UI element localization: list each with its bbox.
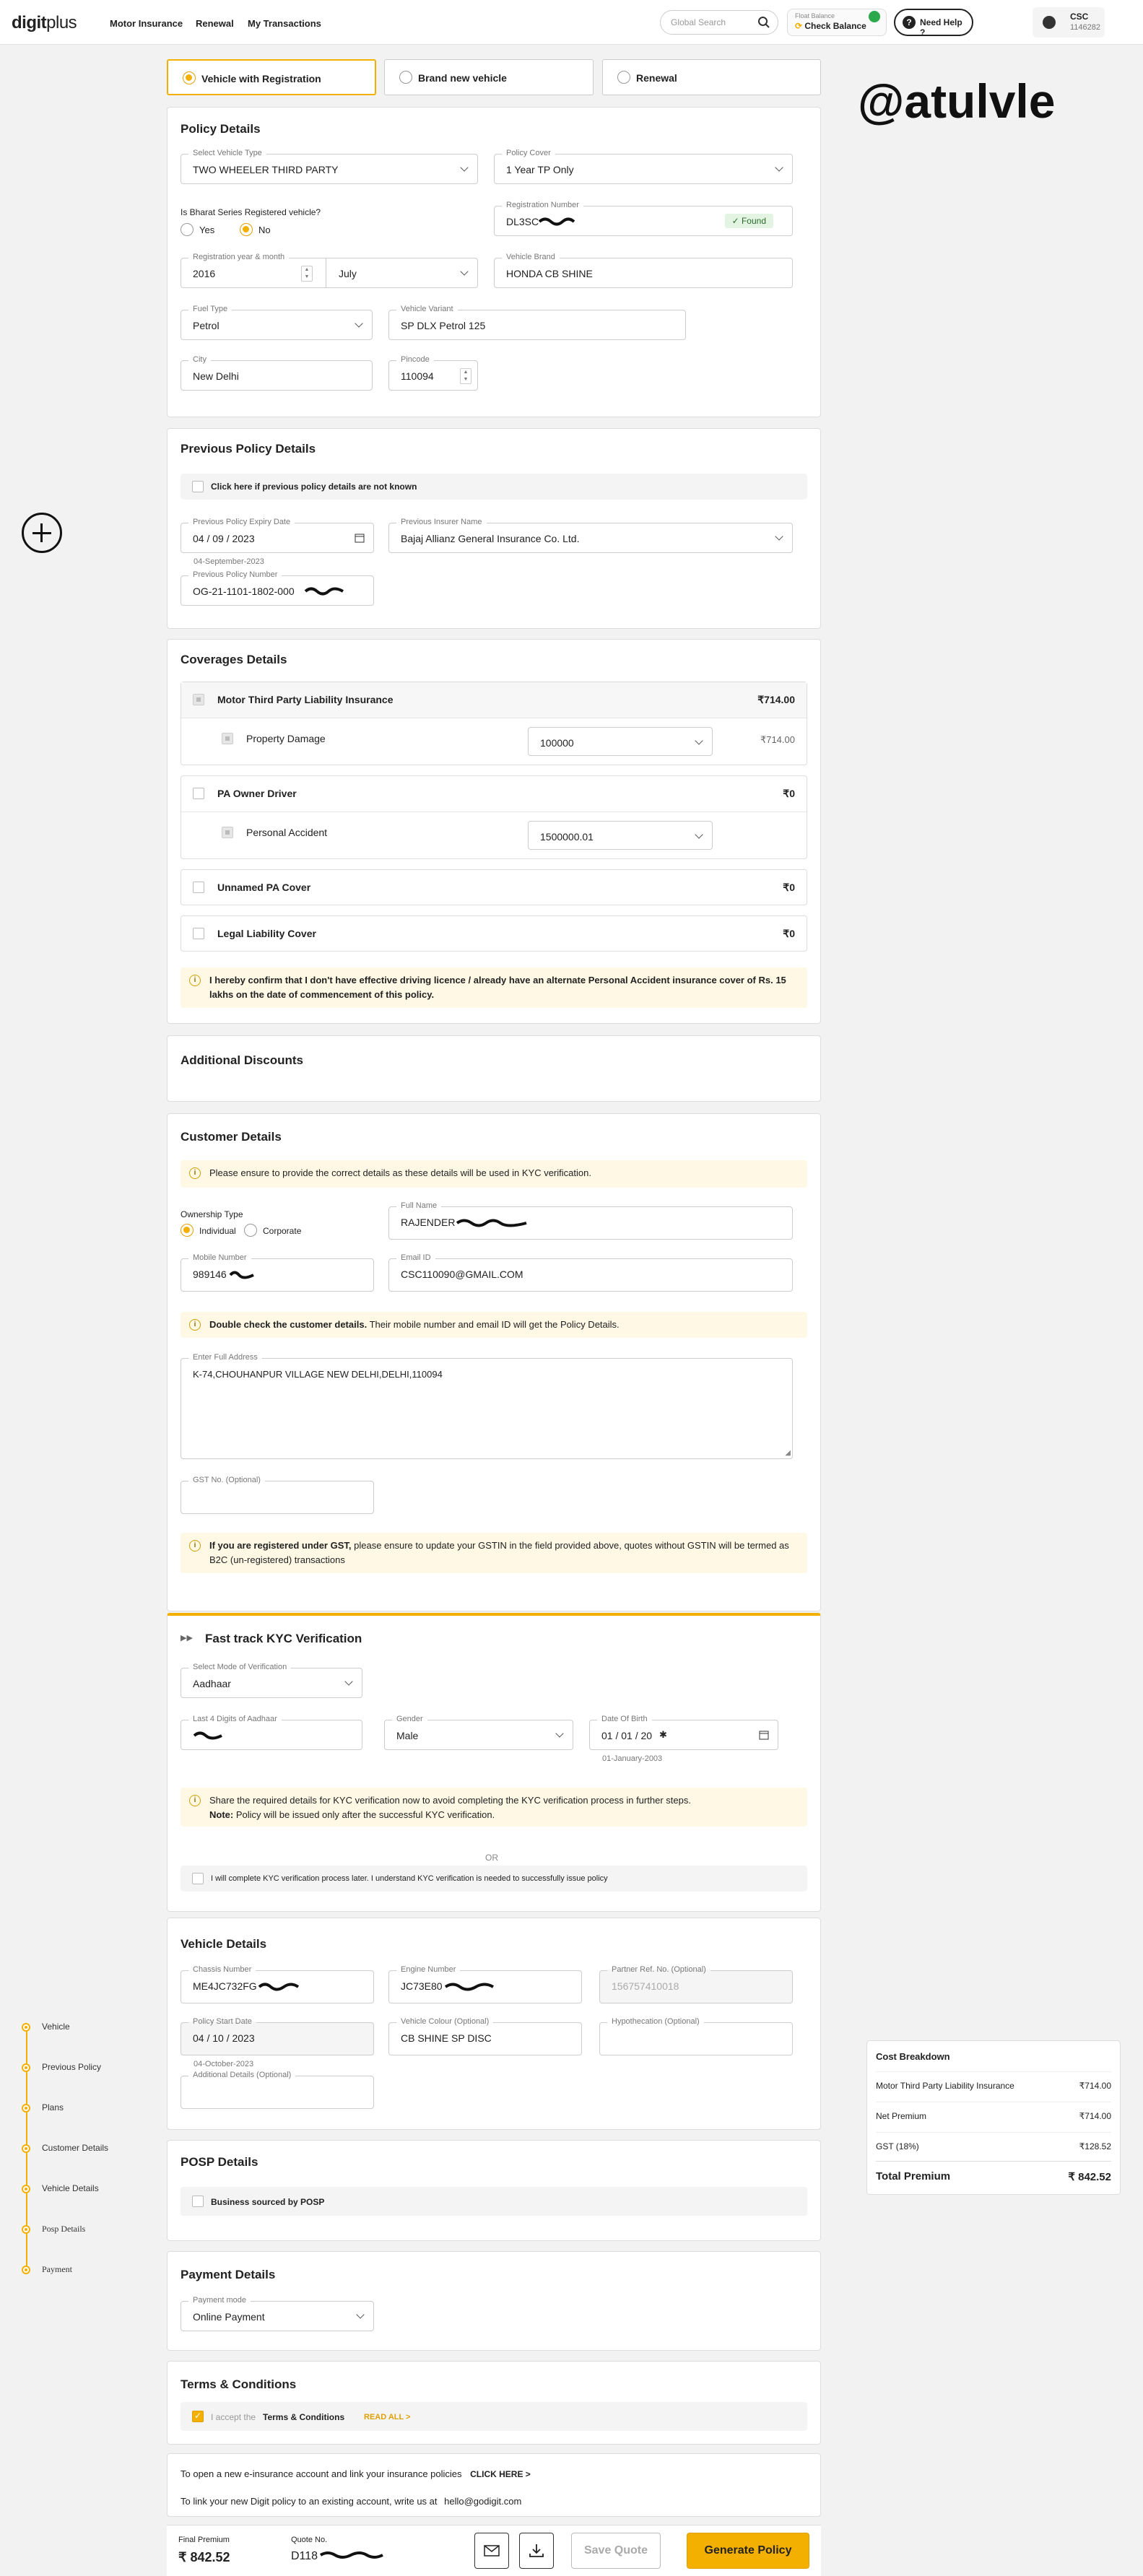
chevron-down-icon (460, 163, 468, 171)
prev-expiry-date-field[interactable]: Previous Policy Expiry Date 04 / 09 / 2023 (181, 523, 374, 553)
kyc-card (167, 1613, 821, 1912)
payment-mode-select[interactable]: Payment mode Online Payment (181, 2301, 374, 2331)
policy-details-card: Policy Details Select Vehicle Type TWO WHEELER THIRD PARTY Policy Cover 1 Year TP Only Is Bharat Series Registered vehicle? Yes No Registration Number DL3SC ✓ Found Registration year & month 2016 ▲ ▼ July Vehicle Brand HONDA CB SHINE Fuel Type Petrol Vehicle Variant SP DLX Petrol 125 City New Delhi Pincode 110094 ▲ ▼ (167, 107, 821, 417)
terms-link[interactable]: Terms & Conditions (263, 2412, 345, 2422)
cost-row: Net Premium ₹714.00 (876, 2102, 1111, 2131)
gst-note: i If you are registered under GST, please ensure to update your GSTIN in the field provided above, quotes without GSTIN will be termed as B2C (un-registered) transactions (181, 1533, 807, 1573)
coverage-sub-row: Property Damage 100000 ₹714.00 (210, 718, 807, 765)
chevron-down-icon (356, 2310, 364, 2318)
download-icon (529, 2544, 544, 2558)
top-bar (0, 0, 1143, 45)
generate-policy-button[interactable]: Generate Policy (687, 2533, 809, 2569)
support-email-link[interactable]: hello@godigit.com (444, 2496, 522, 2507)
step-dot-icon (22, 2225, 30, 2234)
user-icon (1043, 16, 1056, 29)
cost-row: Motor Third Party Liability Insurance ₹714.00 (876, 2071, 1111, 2100)
quote-number-value: D118 (291, 2550, 384, 2563)
open-account-text: To open a new e-insurance account and link your insurance policies CLICK HERE > (181, 2468, 531, 2479)
policy-start-date-field: Policy Start Date 04 / 10 / 2023 (181, 2022, 374, 2055)
info-icon: i (189, 1795, 201, 1806)
info-icon: i (189, 1540, 201, 1552)
mobile-number-field[interactable]: Mobile Number 989146 (181, 1258, 374, 1292)
coverage-checkbox (193, 694, 204, 705)
address-textarea[interactable]: Enter Full Address K-74,CHOUHANPUR VILLAGE NEW DELHI,DELHI,110094 ◢ (181, 1358, 793, 1459)
check-balance-button[interactable]: Float Balance ⟳ Check Balance (787, 9, 887, 36)
double-check-note: i Double check the customer details. Their mobile number and email ID will get the Policy Details. (181, 1312, 807, 1338)
chevron-down-icon (775, 163, 783, 171)
footer-bar (167, 2525, 821, 2576)
unnamed-pa-checkbox[interactable] (193, 882, 204, 893)
watermark: @atulvle (858, 74, 1056, 128)
download-quote-button[interactable] (519, 2533, 554, 2569)
coverage-checkbox (222, 733, 233, 744)
save-quote-button[interactable]: Save Quote (571, 2533, 661, 2569)
chevron-down-icon (460, 267, 468, 275)
email-quote-button[interactable] (474, 2533, 509, 2569)
personal-accident-select[interactable]: 1500000.01 (528, 821, 713, 850)
refresh-icon: ⟳ (795, 21, 805, 31)
info-icon: i (189, 1319, 201, 1331)
vehicle-type-select[interactable]: Select Vehicle Type TWO WHEELER THIRD PARTY (181, 154, 478, 184)
vehicle-variant-field[interactable]: Vehicle Variant SP DLX Petrol 125 (388, 310, 686, 340)
link-policy-text: To link your new Digit policy to an existing account, write us at hello@godigit.com (181, 2496, 522, 2507)
engine-number-field[interactable]: Engine Number JC73E80 (388, 1970, 582, 2003)
tp-coverage-box (181, 682, 807, 765)
resize-handle-icon[interactable]: ◢ (785, 1449, 791, 1457)
redaction-scribble: ✱ (659, 1729, 667, 1740)
chevron-down-icon (344, 1677, 352, 1685)
calendar-icon[interactable] (355, 533, 365, 543)
total-premium-row: Total Premium ₹ 842.52 (876, 2161, 1111, 2190)
nav-motor-insurance[interactable]: Motor Insurance (110, 18, 183, 29)
tab-brand-new-vehicle[interactable]: Brand new vehicle (384, 59, 594, 95)
chevron-down-icon (555, 1729, 563, 1737)
chevron-down-icon (775, 532, 783, 540)
coverage-row: Motor Third Party Liability Insurance ₹714.00 (181, 682, 807, 718)
posp-card (167, 2140, 821, 2241)
redaction-scribble (229, 1270, 255, 1280)
stepper-icon[interactable]: ▲ ▼ (460, 368, 471, 384)
section-title: Customer Details (181, 1130, 282, 1144)
kyc-later-row[interactable]: I will complete KYC verification process later. I understand KYC verification is needed to successfully issue policy (181, 1866, 807, 1892)
kyc-share-note: i Share the required details for KYC verification now to avoid completing the KYC verification process in further steps. Note: Policy will be issued only after the successful KYC verification. (181, 1788, 807, 1827)
step-dot-icon (22, 2185, 30, 2193)
corporate-radio[interactable] (244, 1224, 257, 1237)
section-title: Policy Details (181, 122, 261, 136)
step-dot-icon (22, 2023, 30, 2032)
click-here-link[interactable]: CLICK HERE > (470, 2469, 531, 2479)
posp-checkbox[interactable] (192, 2196, 204, 2207)
add-circle-icon[interactable] (22, 513, 62, 553)
start-date-hint: 04-October-2023 (194, 2060, 254, 2068)
radio-icon (399, 71, 412, 84)
tab-vehicle-with-registration[interactable]: Vehicle with Registration (167, 59, 376, 95)
read-all-link[interactable]: READ ALL > (364, 2413, 411, 2421)
stepper-icon[interactable]: ▲ ▼ (301, 266, 313, 282)
dob-field[interactable]: Date Of Birth 01 / 01 / 20 ✱ (589, 1720, 778, 1750)
or-divider: OR (485, 1853, 498, 1863)
redaction-scribble (193, 1731, 225, 1741)
bharat-series-question: Is Bharat Series Registered vehicle? (181, 207, 321, 217)
section-title: Payment Details (181, 2268, 276, 2281)
coverage-checkbox (222, 827, 233, 838)
vehicle-details-card (167, 1918, 821, 2130)
customer-details-card: Customer Details i Please ensure to provide the correct details as these details will be used in KYC verification. Ownership Type Individual Corporate Full Name RAJENDER Mobile Number 989146 Email ID CSC110090@GMAIL.COM i Double check the customer details. Their mobile number and email ID will get the Policy Details. Enter Full Address K-74,CHOUHANPUR VILLAGE NEW DELHI,DELHI,110094 ◢ GST No. (Optional) i If you are registered under GST, please ensure to update your GSTIN in the field provided above, quotes without GSTIN will be termed as B2C (un-registered) transactions (167, 1113, 821, 1611)
chevron-down-icon (695, 830, 703, 838)
pa-coverage-box (181, 775, 807, 859)
coverages-card (167, 639, 821, 1024)
fuel-type-select[interactable]: Fuel Type Petrol (181, 310, 373, 340)
property-damage-select[interactable]: 100000 (528, 727, 713, 756)
policy-cover-select[interactable]: Policy Cover 1 Year TP Only (494, 154, 793, 184)
pincode-field[interactable]: Pincode 110094 ▲ ▼ (388, 360, 478, 391)
aadhaar-last4-field[interactable]: Last 4 Digits of Aadhaar (181, 1720, 362, 1750)
digit-plus-logo[interactable]: digitplus (12, 13, 77, 32)
cost-row: GST (18%) ₹128.52 (876, 2132, 1111, 2161)
final-premium-label: Final Premium (178, 2536, 230, 2544)
coverage-row[interactable]: PA Owner Driver ₹0 (181, 776, 807, 812)
quote-number-label: Quote No. (291, 2536, 328, 2544)
cost-title: Cost Breakdown (876, 2051, 950, 2062)
legal-liability-box[interactable]: Legal Liability Cover ₹0 (181, 915, 807, 952)
payment-card (167, 2251, 821, 2351)
nav-my-transactions[interactable]: My Transactions (248, 18, 321, 29)
mail-icon (484, 2544, 500, 2557)
info-icon: i (189, 975, 201, 986)
section-title: Vehicle Details (181, 1937, 267, 1951)
chevron-down-icon (355, 319, 362, 327)
redaction-scribble (456, 1218, 528, 1228)
full-name-field[interactable]: Full Name RAJENDER (388, 1206, 793, 1240)
final-premium-value: ₹ 842.52 (178, 2550, 230, 2564)
fast-forward-icon: ▶▶ (181, 1634, 193, 1642)
user-menu[interactable]: CSC 1146282 (1033, 7, 1105, 38)
section-title: POSP Details (181, 2155, 258, 2169)
section-title: Fast track KYC Verification (205, 1632, 362, 1645)
cost-breakdown-panel (866, 2040, 1121, 2195)
bharat-yes-radio[interactable] (181, 223, 194, 236)
licence-confirm-note[interactable]: i I hereby confirm that I don't have effective driving licence / already have an alternate Personal Accident insurance cover of Rs. 15 lakhs on the date of commencement of this policy. (181, 967, 807, 1008)
vehicle-brand-field[interactable]: Vehicle Brand HONDA CB SHINE (494, 258, 793, 288)
pa-owner-checkbox[interactable] (193, 788, 204, 799)
gender-select[interactable]: Gender Male (384, 1720, 573, 1750)
additional-details-field[interactable]: Additional Details (Optional) (181, 2076, 374, 2109)
hypothecation-field[interactable]: Hypothecation (Optional) (599, 2022, 793, 2055)
kyc-note: i Please ensure to provide the correct details as these details will be used in KYC verification. (181, 1160, 807, 1188)
city-field[interactable]: City New Delhi (181, 360, 373, 391)
terms-checkbox[interactable] (192, 2411, 204, 2422)
redaction-scribble (319, 2551, 384, 2559)
prev-policy-number-field[interactable]: Previous Policy Number OG-21-1101-1802-000 (181, 575, 374, 606)
partner-ref-field: Partner Ref. No. (Optional) 156757410018 (599, 1970, 793, 2003)
status-dot-icon (869, 11, 880, 22)
prev-unknown-row[interactable]: Click here if previous policy details are not known (181, 474, 807, 500)
check-balance-label: ⟳ Check Balance (795, 21, 866, 31)
chassis-number-field[interactable]: Chassis Number ME4JC732FG (181, 1970, 374, 2003)
registration-number-field[interactable]: Registration Number DL3SC ✓ Found (494, 206, 793, 236)
vehicle-colour-field[interactable]: Vehicle Colour (Optional) CB SHINE SP DISC (388, 2022, 582, 2055)
nav-renewal[interactable]: Renewal (196, 18, 234, 29)
legal-liability-checkbox[interactable] (193, 928, 204, 939)
section-title: Terms & Conditions (181, 2377, 297, 2391)
step-dot-icon (22, 2266, 30, 2274)
tab-renewal[interactable]: Renewal (602, 59, 821, 95)
individual-radio[interactable] (181, 1224, 194, 1237)
radio-icon (183, 71, 196, 84)
unnamed-pa-box[interactable]: Unnamed PA Cover ₹0 (181, 869, 807, 905)
question-icon: ? (903, 16, 916, 29)
posp-row[interactable]: Business sourced by POSP (181, 2187, 807, 2216)
previous-policy-card (167, 428, 821, 629)
radio-icon (617, 71, 630, 84)
ownership-label: Ownership Type (181, 1209, 243, 1219)
info-icon: i (189, 1167, 201, 1179)
expiry-hint: 04-September-2023 (194, 557, 264, 566)
verification-mode-select[interactable]: Select Mode of Verification Aadhaar (181, 1668, 362, 1698)
step-dot-icon (22, 2104, 30, 2112)
redaction-scribble (304, 586, 344, 596)
need-help-button[interactable]: ? Need Help ? (894, 9, 973, 36)
global-search-input[interactable]: Global Search (660, 10, 778, 35)
section-title: Coverages Details (181, 653, 287, 666)
kyc-later-checkbox[interactable] (192, 1873, 204, 1884)
chevron-down-icon (695, 736, 703, 744)
search-icon (757, 16, 770, 29)
dob-hint: 01-January-2003 (602, 1754, 663, 1763)
bharat-no-radio[interactable] (240, 223, 253, 236)
step-dot-icon (22, 2063, 30, 2072)
redaction-scribble (258, 1982, 300, 1992)
section-title: Additional Discounts (181, 1053, 303, 1067)
gst-number-field[interactable]: GST No. (Optional) (181, 1481, 374, 1514)
registration-year-month[interactable]: Registration year & month 2016 ▲ ▼ July (181, 258, 478, 288)
email-field[interactable]: Email ID CSC110090@GMAIL.COM (388, 1258, 793, 1292)
calendar-icon[interactable] (759, 1730, 769, 1740)
prev-unknown-checkbox[interactable] (192, 481, 204, 492)
terms-row[interactable]: ✓ I accept the Terms & Conditions READ ALL > (181, 2402, 807, 2431)
additional-discounts-card[interactable] (167, 1035, 821, 1102)
redaction-scribble (538, 217, 575, 227)
account-links-card (167, 2453, 821, 2517)
found-badge: ✓ Found (725, 214, 773, 228)
redaction-scribble (444, 1982, 495, 1992)
section-title: Previous Policy Details (181, 442, 316, 456)
step-dot-icon (22, 2144, 30, 2153)
coverage-sub-row: Personal Accident 1500000.01 (210, 812, 807, 858)
prev-insurer-select[interactable]: Previous Insurer Name Bajaj Allianz General Insurance Co. Ltd. (388, 523, 793, 553)
terms-card (167, 2361, 821, 2445)
